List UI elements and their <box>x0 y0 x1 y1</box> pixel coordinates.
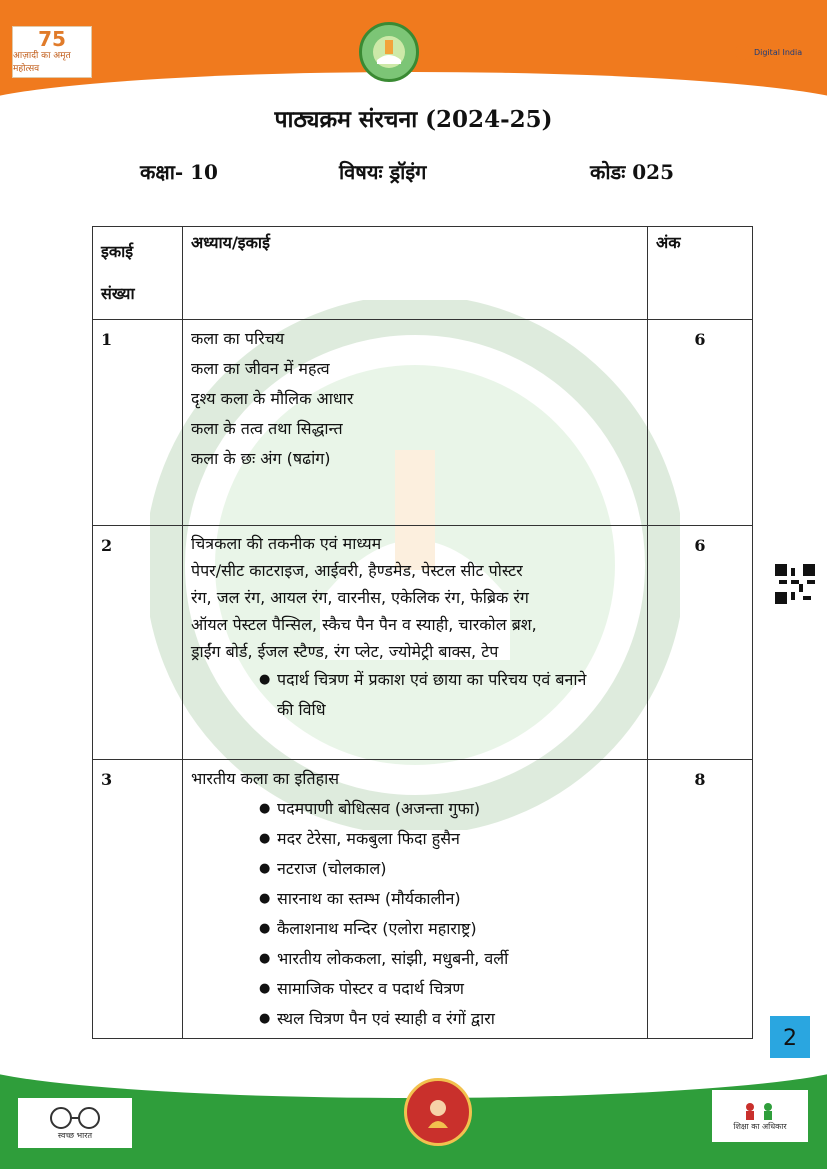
header-unit: इकाई संख्या <box>93 227 183 320</box>
list-item: ● भारतीय लोककला, सांझी, मधुबनी, वर्ली <box>277 944 639 974</box>
marks-value: 8 <box>648 760 753 1039</box>
subject-label: विषयः ड्रॉइंग <box>339 160 427 184</box>
table-row <box>93 320 753 526</box>
header-chapter: अध्याय/इकाई <box>183 227 648 320</box>
chapter-cell <box>183 320 648 526</box>
list-item: ● सामाजिक पोस्टर व पदार्थ चित्रण <box>277 974 639 1004</box>
chapter-line: कला का जीवन में महत्व <box>191 359 330 378</box>
chapter-line: चित्रकला की तकनीक एवं माध्यम <box>191 534 382 553</box>
list-item: ● पदमपाणी बोधित्सव (अजन्ता गुफा) <box>277 794 639 824</box>
chapter-line: दृश्य कला के मौलिक आधार <box>191 389 354 408</box>
chapter-line: भारतीय कला का इतिहास <box>191 769 340 788</box>
qr-code-icon[interactable] <box>775 564 815 604</box>
list-item: ● पदार्थ चित्रण में प्रकाश एवं छाया का परिचय एवं बनाने की विधि <box>277 665 607 725</box>
table-header-row <box>93 227 753 320</box>
header-marks: अंक <box>648 227 753 320</box>
chapter-line: ड्राईंग बोर्ड, ईजल स्टैण्ड, रंग प्लेट, ज्योमेट्री बाक्स, टेप <box>191 642 499 661</box>
list-item: ● स्थल चित्रण पैन एवं स्याही व रंगों द्वारा <box>277 1004 639 1034</box>
page-title: पाठ्यक्रम संरचना (2024-25) <box>274 106 553 133</box>
swachh-bharat-logo: स्वच्छ भारत <box>18 1098 132 1148</box>
table-row <box>93 760 753 1039</box>
list-item: ● कैलाशनाथ मन्दिर (एलोरा महाराष्ट्र) <box>277 914 639 944</box>
page-number-badge: 2 <box>770 1016 810 1060</box>
chapter-cell <box>183 526 648 760</box>
chapter-line: रंग, जल रंग, आयल रंग, वारनीस, एकेलिक रंग, फेब्रिक रंग <box>191 588 529 607</box>
marks-value: 6 <box>648 320 753 526</box>
azadi-ka-amrit-mahotsav-logo: 75 आज़ादी का अमृत महोत्सव <box>12 26 92 78</box>
unit-number: 2 <box>93 526 183 760</box>
list-item: ● नटराज (चोलकाल) <box>277 854 639 884</box>
emblem-icon <box>369 32 409 72</box>
unit-number: 3 <box>93 760 183 1039</box>
digital-india-icon <box>735 44 751 60</box>
bullet-list <box>277 665 607 725</box>
chapter-line: कला के तत्व तथा सिद्धान्त <box>191 419 343 438</box>
girl-icon <box>420 1094 456 1130</box>
list-item: ● सारनाथ का स्तम्भ (मौर्यकालीन) <box>277 884 639 914</box>
marks-value: 6 <box>648 526 753 760</box>
digital-india-logo: Digital India <box>735 40 815 64</box>
chapter-line: कला के छः अंग (षढांग) <box>191 449 331 468</box>
list-item: ● मदर टेरेसा, मकबुला फिदा हुसैन <box>277 824 639 854</box>
bullet-list <box>277 794 639 1034</box>
glasses-icon <box>45 1106 105 1130</box>
school-board-emblem <box>359 22 419 82</box>
children-icon <box>740 1101 780 1121</box>
chapter-line: पेपर/सीट काटराइज, आईवरी, हैण्डमेड, पेस्टल सीट पोस्टर <box>191 561 523 580</box>
unit-number: 1 <box>93 320 183 526</box>
chapter-cell <box>183 760 648 1039</box>
chapter-line: ऑयल पेस्टल पैन्सिल, स्कैच पैन पैन व स्याही, चारकोल ब्रश, <box>191 615 537 634</box>
code-label: कोडः 025 <box>590 160 674 184</box>
chapter-line: कला का परिचय <box>191 329 285 348</box>
right-to-education-logo: शिक्षा का अधिकार <box>712 1090 808 1142</box>
syllabus-table <box>92 226 753 1039</box>
class-label: कक्षा- 10 <box>140 160 218 184</box>
table-row <box>93 526 753 760</box>
beti-bachao-logo <box>404 1078 472 1146</box>
